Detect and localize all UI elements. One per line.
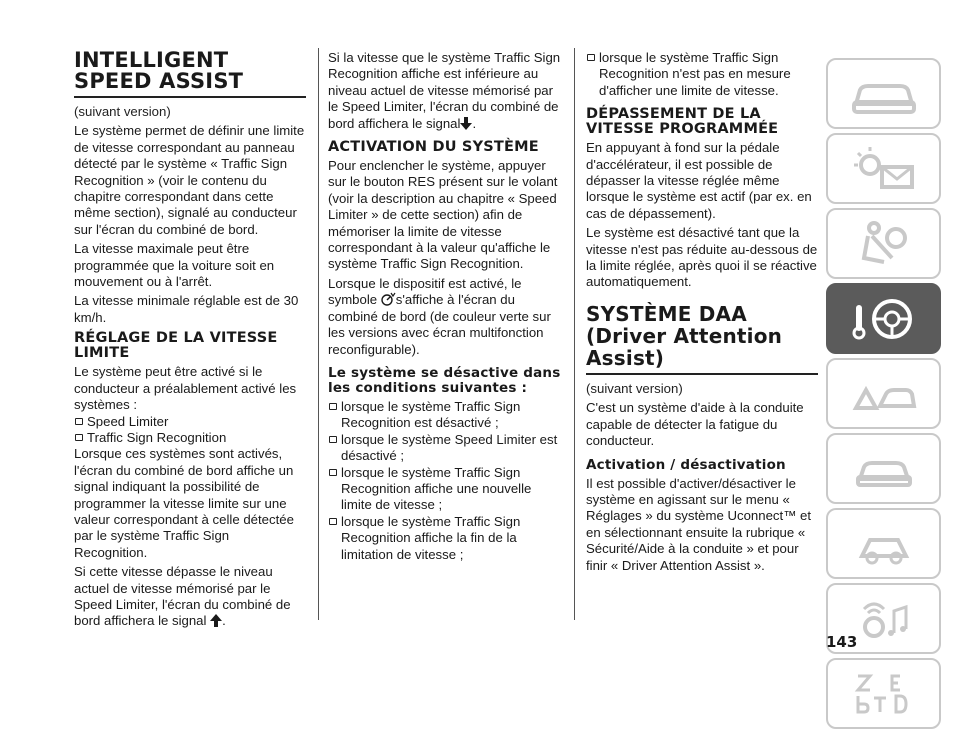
- reglage-paragraph-3: Si cette vitesse dépasse le niveau actuel de vitesse mémorisé par le Speed Limiter, l'écran du combiné de bord affichera le signal .: [74, 564, 291, 629]
- column-divider-left: [318, 48, 319, 620]
- list-item: lorsque le système Speed Limiter est désactivé ;: [328, 432, 562, 465]
- tab-index[interactable]: [826, 658, 941, 729]
- bullet-box-icon: [329, 436, 337, 443]
- daa-paragraph-1: C'est un système d'aide à la conduite capable de détecter la fatigue du conducteur.: [586, 400, 804, 449]
- chapter-tabs: [826, 58, 944, 733]
- bullet-box-icon: [75, 434, 83, 441]
- service-wrench-icon: [844, 443, 924, 495]
- tab-emergency[interactable]: [826, 358, 941, 429]
- index-icon: [844, 668, 924, 720]
- tab-safety[interactable]: [826, 208, 941, 279]
- column2-paragraph-1: Si la vitesse que le système Traffic Sign Recognition affiche est inférieure au niveau actuel de vitesse mémorisé par le Speed Limiter, l'écran du combiné de bord affichera le signal .: [328, 50, 561, 131]
- page-number: 143: [826, 633, 858, 651]
- depassement-paragraph-1: En appuyant à fond sur la pédale d'accélérateur, il est possible de dépasser la vitesse réglée même lorsque le système est actif (par ex. en cas de dépassement).: [586, 140, 812, 221]
- warning-lights-icon: [844, 143, 924, 195]
- column-1: [74, 50, 306, 630]
- heading-depassement-vitesse: DÉPASSEMENT DE LA VITESSE PROGRAMMÉE: [586, 106, 779, 138]
- daa-version-note: (suivant version): [586, 380, 683, 396]
- heading-intelligent-speed-assist: INTELLIGENT SPEED ASSIST: [74, 50, 306, 98]
- arrow-down-icon: [460, 117, 472, 130]
- column-3: [586, 50, 818, 574]
- isa-version-note: (suivant version): [74, 104, 171, 119]
- list-item: lorsque le système Traffic Sign Recognition affiche une nouvelle limite de vitesse ;: [328, 465, 562, 514]
- isa-paragraph-2: La vitesse maximale peut être programmée que la voiture soit en mouvement ou à l'arrêt.: [74, 241, 275, 290]
- seatbelt-airbag-icon: [844, 218, 924, 270]
- tab-starting-driving[interactable]: [826, 283, 941, 354]
- list-item: lorsque le système Traffic Sign Recognition est désactivé ;: [328, 399, 562, 432]
- list-item: lorsque le système Traffic Sign Recognition affiche la fin de la limitation de vitesse ;: [328, 514, 562, 563]
- list-item: Traffic Sign Recognition: [74, 430, 306, 446]
- heading-reglage-vitesse: RÉGLAGE DE LA VITESSE LIMITE: [74, 330, 278, 362]
- heading-activation-systeme: ACTIVATION DU SYSTÈME: [328, 139, 539, 156]
- bullet-box-icon: [329, 469, 337, 476]
- heading-activation-desactivation: Activation / désactivation: [586, 456, 786, 473]
- activation-desactivation-paragraph: Il est possible d'activer/désactiver le système en agissant sur le menu « Réglages » du système Uconnect™ et en sélectionnant ensuite la rubrique « Sécurité/Aide à la conduite » et pour finir « Driver Attention Assist ».: [586, 475, 812, 573]
- speed-limit-symbol-icon: [381, 292, 396, 306]
- list-item: Speed Limiter: [74, 414, 306, 430]
- column-2: [328, 50, 562, 563]
- isa-paragraph-1: Le système permet de définir une limite de vitesse correspondant au panneau détecté par le système « Traffic Sign Recognition » (voir le contenu du chapitre correspondant dans cette même section), signalé au conducteur sur l'écran du combiné de bord.: [74, 123, 305, 237]
- technical-data-icon: [844, 518, 924, 570]
- depassement-paragraph-2: Le système est désactivé tant que la vitesse n'est pas réduite au-dessous de la limite réglée, après quoi il se réactive automatiquement.: [586, 225, 818, 290]
- steering-wheel-key-icon: [844, 293, 924, 345]
- column-divider-middle: [574, 48, 575, 620]
- reglage-paragraph-2: Lorsque ces systèmes sont activés, l'écran du combiné de bord affiche un signal indiquant la possibilité de programmer la vitesse limite sur une valeur correspondant à celle détectée par le système Traffic Sign Recognition.: [74, 446, 294, 560]
- activation-paragraph-1: Pour enclencher le système, appuyer sur le bouton RES présent sur le volant (voir la description au chapitre « Speed Limiter » de cette section) afin de mémoriser la limite de vitesse correspondant à la valeur qu'affiche le système Traffic Sign Recognition.: [328, 158, 558, 272]
- bullet-box-icon: [329, 518, 337, 525]
- tab-car-overview[interactable]: [826, 58, 941, 129]
- heading-desactivation-conditions: Le système se désactive dans les conditions suivantes :: [328, 364, 561, 396]
- car-outline-icon: [844, 68, 924, 120]
- bullet-box-icon: [75, 418, 83, 425]
- reglage-paragraph-1: Le système peut être activé si le conducteur a préalablement activé les systèmes :: [74, 364, 297, 413]
- bullet-box-icon: [329, 403, 337, 410]
- isa-paragraph-3: La vitesse minimale réglable est de 30 km/h.: [74, 293, 299, 325]
- tab-dashboard-lights[interactable]: [826, 133, 941, 204]
- arrow-up-icon: [210, 614, 222, 627]
- tab-technical-data[interactable]: [826, 508, 941, 579]
- tab-maintenance[interactable]: [826, 433, 941, 504]
- list-item: lorsque le système Traffic Sign Recognition n'est pas en mesure d'afficher une limite de vitesse.: [586, 50, 818, 99]
- bullet-box-icon: [587, 54, 595, 61]
- activation-paragraph-2: Lorsque le dispositif est activé, le symbole s'affiche à l'écran du combiné de bord (de couleur verte sur les versions avec écran multifonction reconfigurable).: [328, 275, 551, 357]
- roadside-emergency-icon: [844, 368, 924, 420]
- heading-systeme-daa: SYSTÈME DAA (Driver Attention Assist): [586, 303, 818, 375]
